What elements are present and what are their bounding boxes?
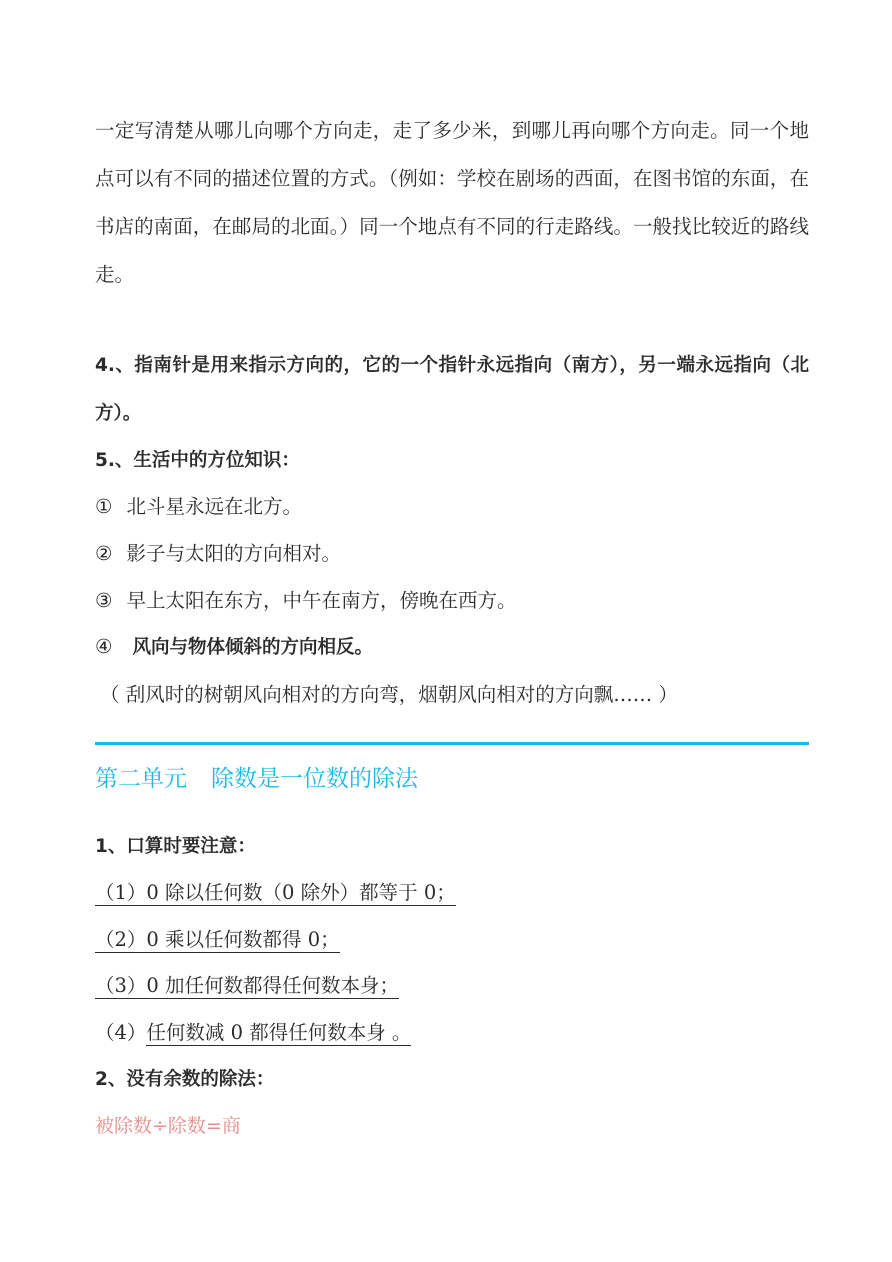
fact-item-4 — [95, 635, 373, 660]
section-2-title: 2、没有余数的除法： — [95, 1069, 275, 1090]
fact-marker: ③ — [95, 589, 113, 612]
unit-label: 第二单元 — [95, 766, 187, 792]
fact-text: 影子与太阳的方向相对。 — [126, 542, 341, 565]
rule-text: 任何数减 0 都得任何数本身 。 — [146, 1021, 412, 1044]
wind-note: （ 刮风时的树朝风向相对的方向弯，烟朝风向相对的方向飘…… ） — [100, 683, 678, 706]
unit-divider — [95, 742, 809, 745]
fact-text: 风向与物体倾斜的方向相反。 — [132, 637, 373, 658]
rule-item-2 — [95, 928, 340, 952]
fact-marker: ② — [95, 542, 113, 565]
unit-title: 除数是一位数的除法 — [211, 766, 418, 792]
section-1-title: 1、口算时要注意： — [95, 836, 256, 857]
fact-marker: ① — [95, 495, 113, 518]
fact-item-3 — [95, 589, 517, 613]
rule-text: （2）0 乘以任何数都得 0； — [95, 928, 340, 951]
unit-heading — [95, 764, 418, 794]
rule-text: （1）0 除以任何数（0 除外）都等于 0； — [95, 881, 456, 904]
intro-paragraph: 一定写清楚从哪儿向哪个方向走，走了多少米，到哪儿再向哪个方向走。同一个地点可以有不同的描述位置的方式。（例如：学校在剧场的西面，在图书馆的东面，在书店的南面，在邮局的北面。）同一个地点有不同的行走路线。一般找比较近的路线走。 — [95, 119, 809, 286]
rule-item-3 — [95, 974, 399, 998]
fact-item-2 — [95, 542, 341, 566]
fact-text: 早上太阳在东方，中午在南方，傍晚在西方。 — [126, 589, 517, 612]
division-formula: 被除数÷除数=商 — [95, 1115, 241, 1137]
fact-item-1 — [95, 495, 302, 519]
fact-marker: ④ — [95, 635, 113, 658]
point-5-title: 5.、生活中的方位知识： — [95, 450, 300, 471]
rule-item-1 — [95, 881, 456, 905]
rule-item-4 — [95, 1021, 411, 1045]
fact-text: 北斗星永远在北方。 — [126, 495, 302, 518]
rule-text: （3）0 加任何数都得任何数本身； — [95, 974, 400, 997]
rule-prefix: （4） — [95, 1021, 147, 1044]
point-4-compass: 4.、指南针是用来指示方向的，它的一个指针永远指向（南方），另一端永远指向（北方）。 — [95, 355, 809, 424]
